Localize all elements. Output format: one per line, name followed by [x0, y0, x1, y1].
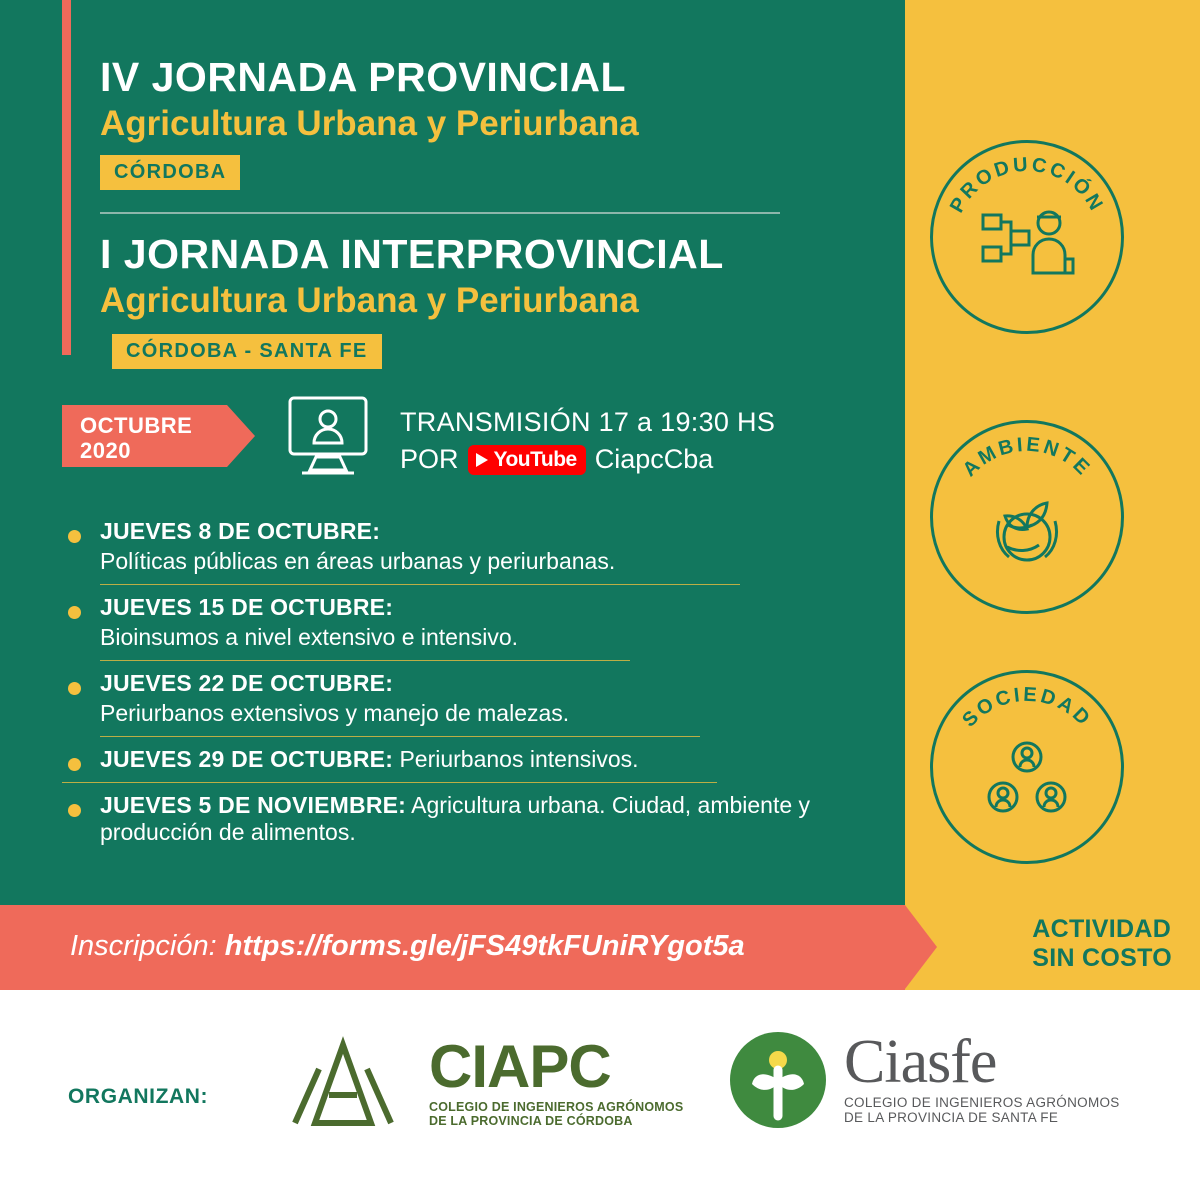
transmission-channel-row [400, 444, 775, 475]
schedule-day: JUEVES 8 DE OCTUBRE: [100, 518, 381, 544]
bullet-dot-icon [68, 804, 81, 817]
schedule-list [62, 518, 852, 855]
inscription-url[interactable]: https://forms.gle/jFS49tkFUniRYgot5a [224, 930, 745, 962]
environment-icon [977, 481, 1077, 573]
badge-label-text: SOCIEDAD [958, 683, 1096, 732]
transmission-por-label: POR [400, 444, 459, 474]
production-icon [977, 201, 1077, 293]
chip-cordoba-santafe: CÓRDOBA - SANTA FE [112, 334, 382, 369]
webinar-monitor-icon [282, 395, 374, 477]
ciapc-line2: DE LA PROVINCIA DE CÓRDOBA [429, 1114, 633, 1128]
inscription-label: Inscripción: [70, 930, 217, 962]
society-icon [977, 731, 1077, 823]
play-triangle-icon [476, 453, 488, 467]
ciasfe-wordmark [844, 1030, 1120, 1125]
title-block-secondary [100, 232, 890, 369]
schedule-desc: Periurbanos extensivos y manejo de malezas. [100, 700, 570, 726]
title-block [100, 55, 890, 369]
free-activity-label [1032, 915, 1172, 973]
badge-label-text: PRODUCCIÓN [945, 153, 1109, 217]
youtube-label: YouTube [493, 447, 577, 471]
transmission-time: TRANSMISIÓN 17 a 19:30 HS [400, 407, 776, 437]
free-activity-line1: ACTIVIDAD [1032, 915, 1172, 943]
ciasfe-line2: DE LA PROVINCIA DE SANTA FE [844, 1110, 1059, 1126]
subtitle-primary: Agricultura Urbana y Periurbana [100, 103, 639, 143]
youtube-channel-name: CiapcCba [594, 444, 714, 474]
list-item [62, 792, 852, 846]
badge-produccion [930, 140, 1124, 334]
schedule-desc: Agricultura urbana. Ciudad, ambiente y producción de alimentos. [100, 792, 811, 845]
bullet-dot-icon [68, 758, 81, 771]
ciapc-line1: COLEGIO DE INGENIEROS AGRÓNOMOS [429, 1100, 684, 1114]
free-activity-line2: SIN COSTO [1032, 943, 1172, 972]
bullet-dot-icon [68, 682, 81, 695]
svg-text:AMBIENTE [959, 434, 1096, 481]
date-flag-year: 2020 [80, 437, 131, 463]
ciasfe-mark-icon [728, 1030, 828, 1130]
schedule-day: JUEVES 22 DE OCTUBRE: [100, 670, 394, 696]
schedule-day: JUEVES 29 DE OCTUBRE: [100, 746, 394, 772]
bullet-dot-icon [68, 530, 81, 543]
list-item [62, 746, 852, 783]
badge-sociedad [930, 670, 1124, 864]
ciasfe-line1: COLEGIO DE INGENIEROS AGRÓNOMOS [844, 1095, 1120, 1111]
title-divider [100, 212, 780, 214]
schedule-desc: Políticas públicas en áreas urbanas y periurbanas. [100, 548, 616, 574]
left-accent-bar [62, 0, 71, 355]
badge-label-text: AMBIENTE [958, 433, 1096, 482]
schedule-rule [100, 660, 630, 661]
schedule-day: JUEVES 15 DE OCTUBRE: [100, 594, 394, 620]
date-flag [62, 405, 227, 467]
schedule-rule [100, 584, 740, 585]
chip-cordoba: CÓRDOBA [100, 155, 240, 190]
ciapc-mark-icon [285, 1035, 415, 1130]
schedule-desc: Periurbanos intensivos. [393, 746, 639, 772]
ciasfe-name: Ciasfe [844, 1028, 997, 1096]
schedule-day: JUEVES 5 DE NOVIEMBRE: [100, 792, 407, 818]
ciapc-logo [285, 1035, 683, 1130]
ciapc-name: CIAPC [429, 1033, 611, 1100]
schedule-rule [100, 736, 700, 737]
subtitle-secondary: Agricultura Urbana y Periurbana [100, 280, 639, 320]
inscription-text [0, 905, 905, 963]
inscription-strip [0, 905, 905, 990]
ciasfe-logo [728, 1030, 1120, 1130]
badge-ambiente [930, 420, 1124, 614]
organizers-label: ORGANIZAN: [68, 1085, 209, 1108]
transmission-block [400, 407, 775, 475]
youtube-icon[interactable] [468, 445, 586, 475]
schedule-desc: Bioinsumos a nivel extensivo e intensivo. [100, 624, 519, 650]
list-item [62, 594, 852, 661]
date-flag-month: OCTUBRE [80, 413, 193, 438]
ciapc-wordmark [429, 1033, 684, 1128]
list-item [62, 670, 852, 737]
svg-text:SOCIEDAD [958, 684, 1096, 732]
list-item [62, 518, 852, 585]
title-primary: IV JORNADA PROVINCIAL [100, 54, 627, 100]
title-secondary: I JORNADA INTERPROVINCIAL [100, 230, 724, 277]
schedule-rule [62, 782, 717, 783]
bullet-dot-icon [68, 606, 81, 619]
